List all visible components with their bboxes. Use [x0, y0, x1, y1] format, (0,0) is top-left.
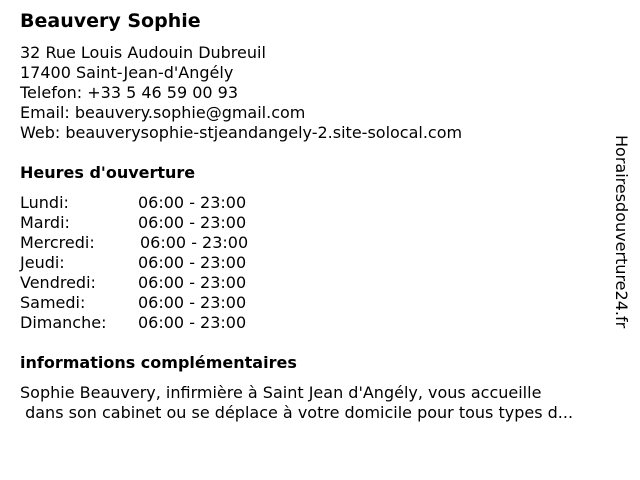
- hours-time: 06:00 - 23:00: [138, 293, 247, 312]
- hours-time: 06:00 - 23:00: [138, 313, 247, 332]
- hours-day: Lundi:: [20, 193, 69, 212]
- hours-day: Samedi:: [20, 293, 86, 312]
- hours-row-lundi: [20, 193, 280, 213]
- hours-day: Mardi:: [20, 213, 70, 232]
- hours-day: Jeudi:: [20, 253, 65, 272]
- hours-time: 06:00 - 23:00: [138, 273, 247, 292]
- contact-block: [20, 43, 462, 143]
- hours-row-vendredi: [20, 273, 280, 293]
- site-watermark: [611, 135, 631, 370]
- hours-row-mardi: [20, 213, 280, 233]
- description-line: Sophie Beauvery, infirmière à Saint Jean d'Angély, vous accueille: [20, 383, 542, 402]
- email-line: Email: beauvery.sophie@gmail.com: [20, 103, 306, 122]
- website-line: Web: beauverysophie-stjeandangely-2.site-solocal.com: [20, 123, 463, 142]
- additional-info-heading: informations complémentaires: [20, 353, 297, 372]
- description-line: dans son cabinet ou se déplace à votre domicile pour tous types d...: [20, 403, 574, 422]
- address-street: 32 Rue Louis Audouin Dubreuil: [20, 43, 266, 62]
- business-description: [20, 383, 622, 423]
- hours-day: Mercredi:: [20, 233, 95, 252]
- opening-hours-heading: Heures d'ouverture: [20, 163, 196, 182]
- hours-row-jeudi: [20, 253, 280, 273]
- phone-line: Telefon: +33 5 46 59 00 93: [20, 83, 239, 102]
- hours-row-mercredi: [20, 233, 280, 253]
- hours-time: 06:00 - 23:00: [138, 193, 247, 212]
- hours-time: 06:00 - 23:00: [140, 233, 249, 252]
- hours-day: Dimanche:: [20, 313, 107, 332]
- hours-time: 06:00 - 23:00: [138, 213, 247, 232]
- address-city: 17400 Saint-Jean-d'Angély: [20, 63, 234, 82]
- site-watermark-text: Horairesdouverture24.fr: [612, 135, 631, 329]
- hours-row-dimanche: [20, 313, 280, 333]
- hours-time: 06:00 - 23:00: [138, 253, 247, 272]
- hours-day: Vendredi:: [20, 273, 96, 292]
- opening-hours-table: [20, 193, 280, 333]
- hours-row-samedi: [20, 293, 280, 313]
- business-name: Beauvery Sophie: [20, 10, 201, 32]
